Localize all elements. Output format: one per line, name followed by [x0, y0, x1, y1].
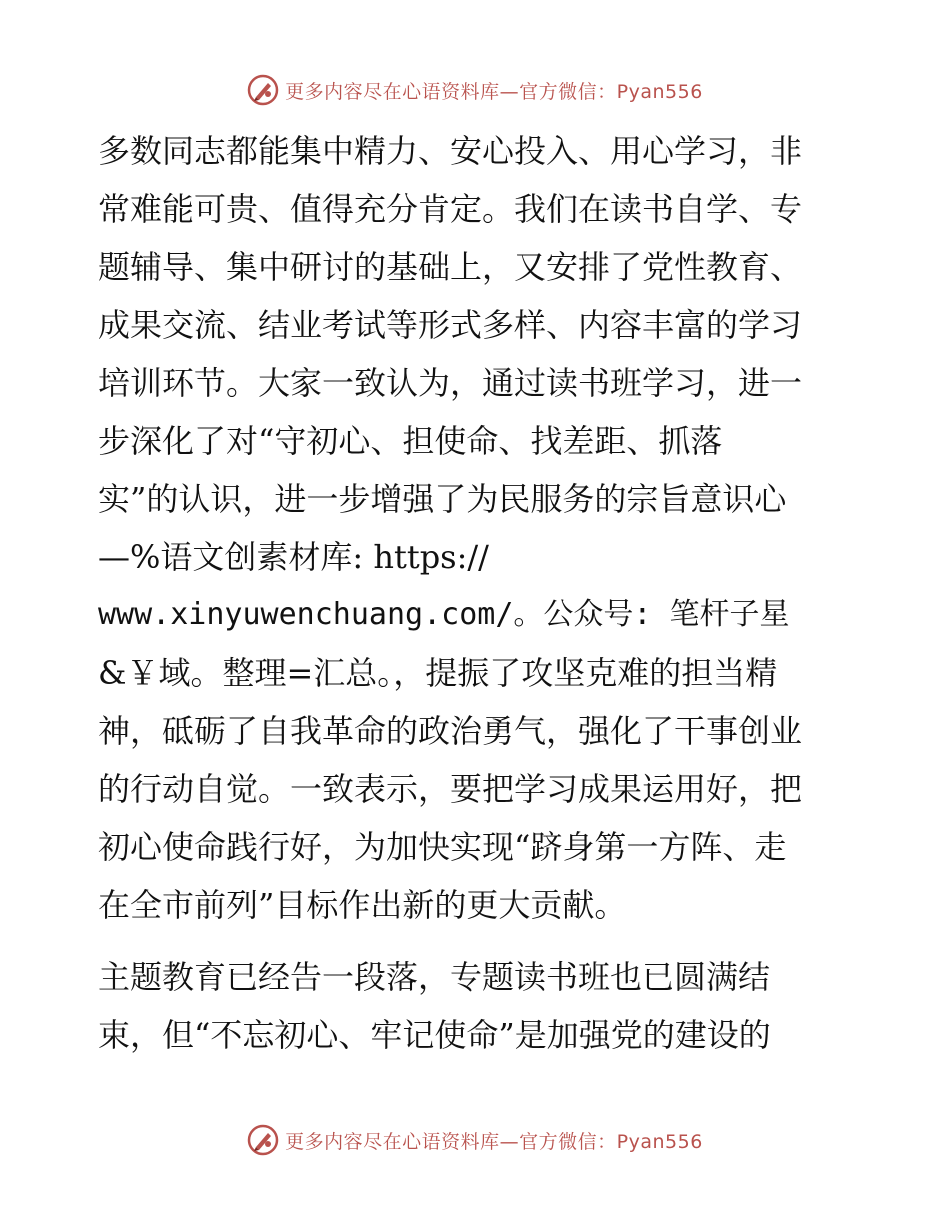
pen-logo-icon: [247, 74, 279, 106]
text-line: 常难能可贵、值得充分肯定。我们在读书自学、专: [98, 190, 803, 228]
text-line: 初心使命践行好，为加快实现“跻身第一方阵、走: [98, 828, 787, 866]
text-line: 成果交流、结业考试等形式多样、内容丰富的学习: [98, 306, 803, 344]
text-line: 题辅导、集中研讨的基础上，又安排了党性教育、: [98, 248, 803, 286]
paragraph: [98, 122, 858, 934]
text-line: 多数同志都能集中精力、安心投入、用心学习，非: [98, 132, 803, 170]
text-line: 步深化了对“守初心、担使命、找差距、抓落: [98, 422, 723, 460]
header-watermark-banner: [0, 70, 950, 110]
banner-text: 更多内容尽在心语资料库—官方微信：Pyan556: [285, 80, 703, 103]
paragraph-gap: [98, 934, 858, 948]
text-line: 束，但“不忘初心、牢记使命”是加强党的建设的: [98, 1016, 771, 1054]
text-line: 培训环节。大家一致认为，通过读书班学习，进一: [98, 364, 803, 402]
text-line: 神，砥砺了自我革命的政治勇气，强化了干事创业: [98, 712, 803, 750]
text-line: 在全市前列”目标作出新的更大贡献。: [98, 886, 627, 924]
banner-text: 更多内容尽在心语资料库—官方微信：Pyan556: [285, 1130, 703, 1153]
paragraph: [98, 948, 858, 1064]
text-line: —%语文创素材库: https://: [98, 538, 489, 576]
document-body: [98, 122, 858, 1064]
text-line: www.xinyuwenchuang.com/。公众号: 笔杆子星: [98, 597, 790, 632]
text-line: &￥域。整理=汇总。，提振了攻坚克难的担当精: [98, 654, 778, 692]
text-line: 的行动自觉。一致表示，要把学习成果运用好，把: [98, 770, 803, 808]
pen-logo-icon: [247, 1124, 279, 1156]
text-line: 主题教育已经告一段落，专题读书班也已圆满结: [98, 958, 771, 996]
footer-watermark-banner: [0, 1120, 950, 1160]
text-line: 实”的认识，进一步增强了为民服务的宗旨意识心: [98, 480, 787, 518]
